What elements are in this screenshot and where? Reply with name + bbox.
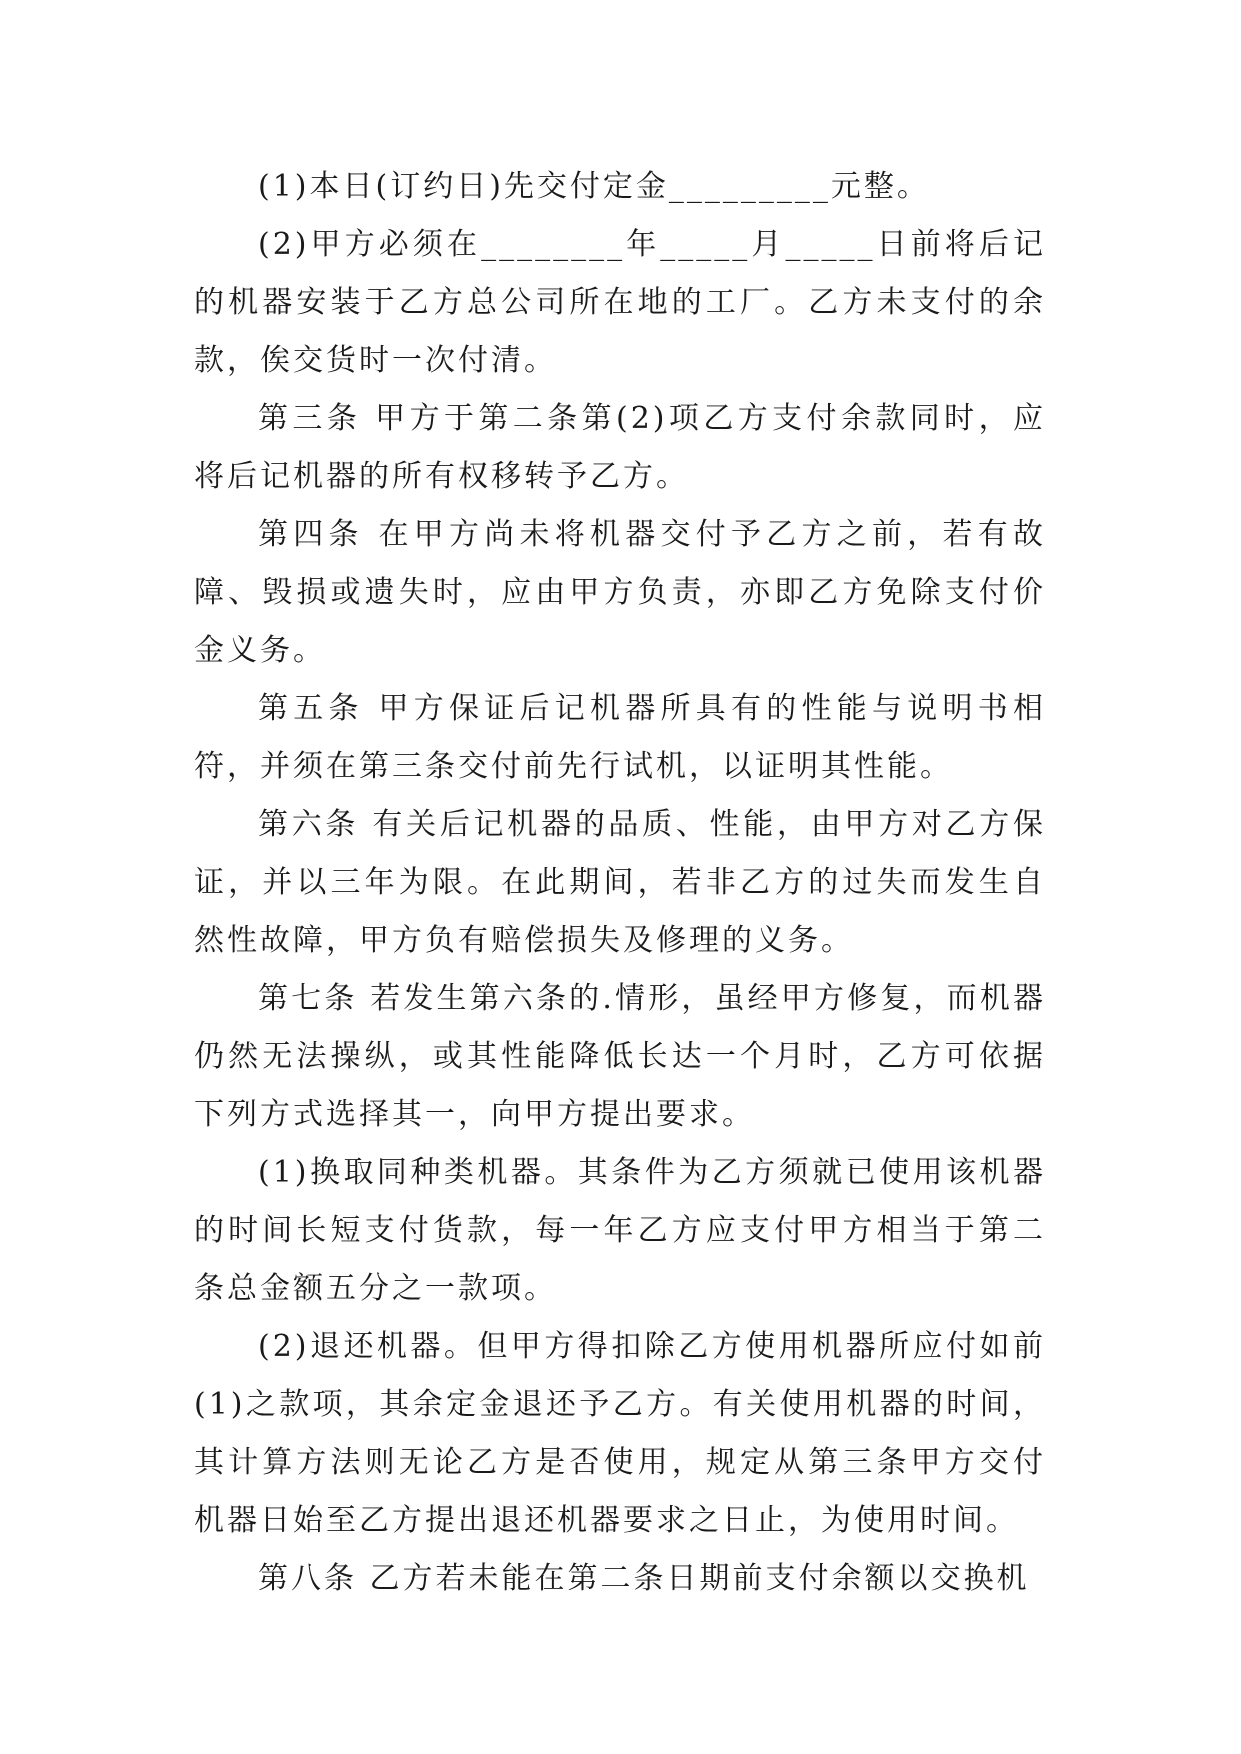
paragraph-deposit: (1)本日(订约日)先交付定金_________元整。 <box>258 169 930 204</box>
paragraph-article-3: 第三条 甲方于第二条第(2)项乙方支付余款同时，应将后记机器的所有权移转予乙方。 <box>194 401 1046 494</box>
paragraph-installation: (2)甲方必须在________年_____月_____日前将后记的机器安装于乙方总公司所在地的工厂。乙方未支付的余款，俟交货时一次付清。 <box>194 227 1046 378</box>
paragraph-article-8: 第八条 乙方若未能在第二条日期前支付余额以交换机 <box>258 1561 1030 1596</box>
paragraph-article-5: 第五条 甲方保证后记机器所具有的性能与说明书相符，并须在第三条交付前先行试机，以证明其性能。 <box>194 691 1046 784</box>
paragraph-option-2: (2)退还机器。但甲方得扣除乙方使用机器所应付如前(1)之款项，其余定金退还予乙方。有关使用机器的时间，其计算方法则无论乙方是否使用，规定从第三条甲方交付机器日始至乙方提出退还机器要求之日止，为使用时间。 <box>194 1329 1046 1538</box>
paragraph-option-1: (1)换取同种类机器。其条件为乙方须就已使用该机器的时间长短支付货款，每一年乙方应支付甲方相当于第二条总金额五分之一款项。 <box>194 1155 1046 1306</box>
paragraph-article-7: 第七条 若发生第六条的.情形，虽经甲方修复，而机器仍然无法操纵，或其性能降低长达一个月时，乙方可依据下列方式选择其一，向甲方提出要求。 <box>194 981 1046 1132</box>
document-body <box>194 158 1046 1608</box>
paragraph-article-4: 第四条 在甲方尚未将机器交付予乙方之前，若有故障、毁损或遗失时，应由甲方负责，亦即乙方免除支付价金义务。 <box>194 517 1046 668</box>
paragraph-article-6: 第六条 有关后记机器的品质、性能，由甲方对乙方保证，并以三年为限。在此期间，若非乙方的过失而发生自然性故障，甲方负有赔偿损失及修理的义务。 <box>194 807 1046 958</box>
